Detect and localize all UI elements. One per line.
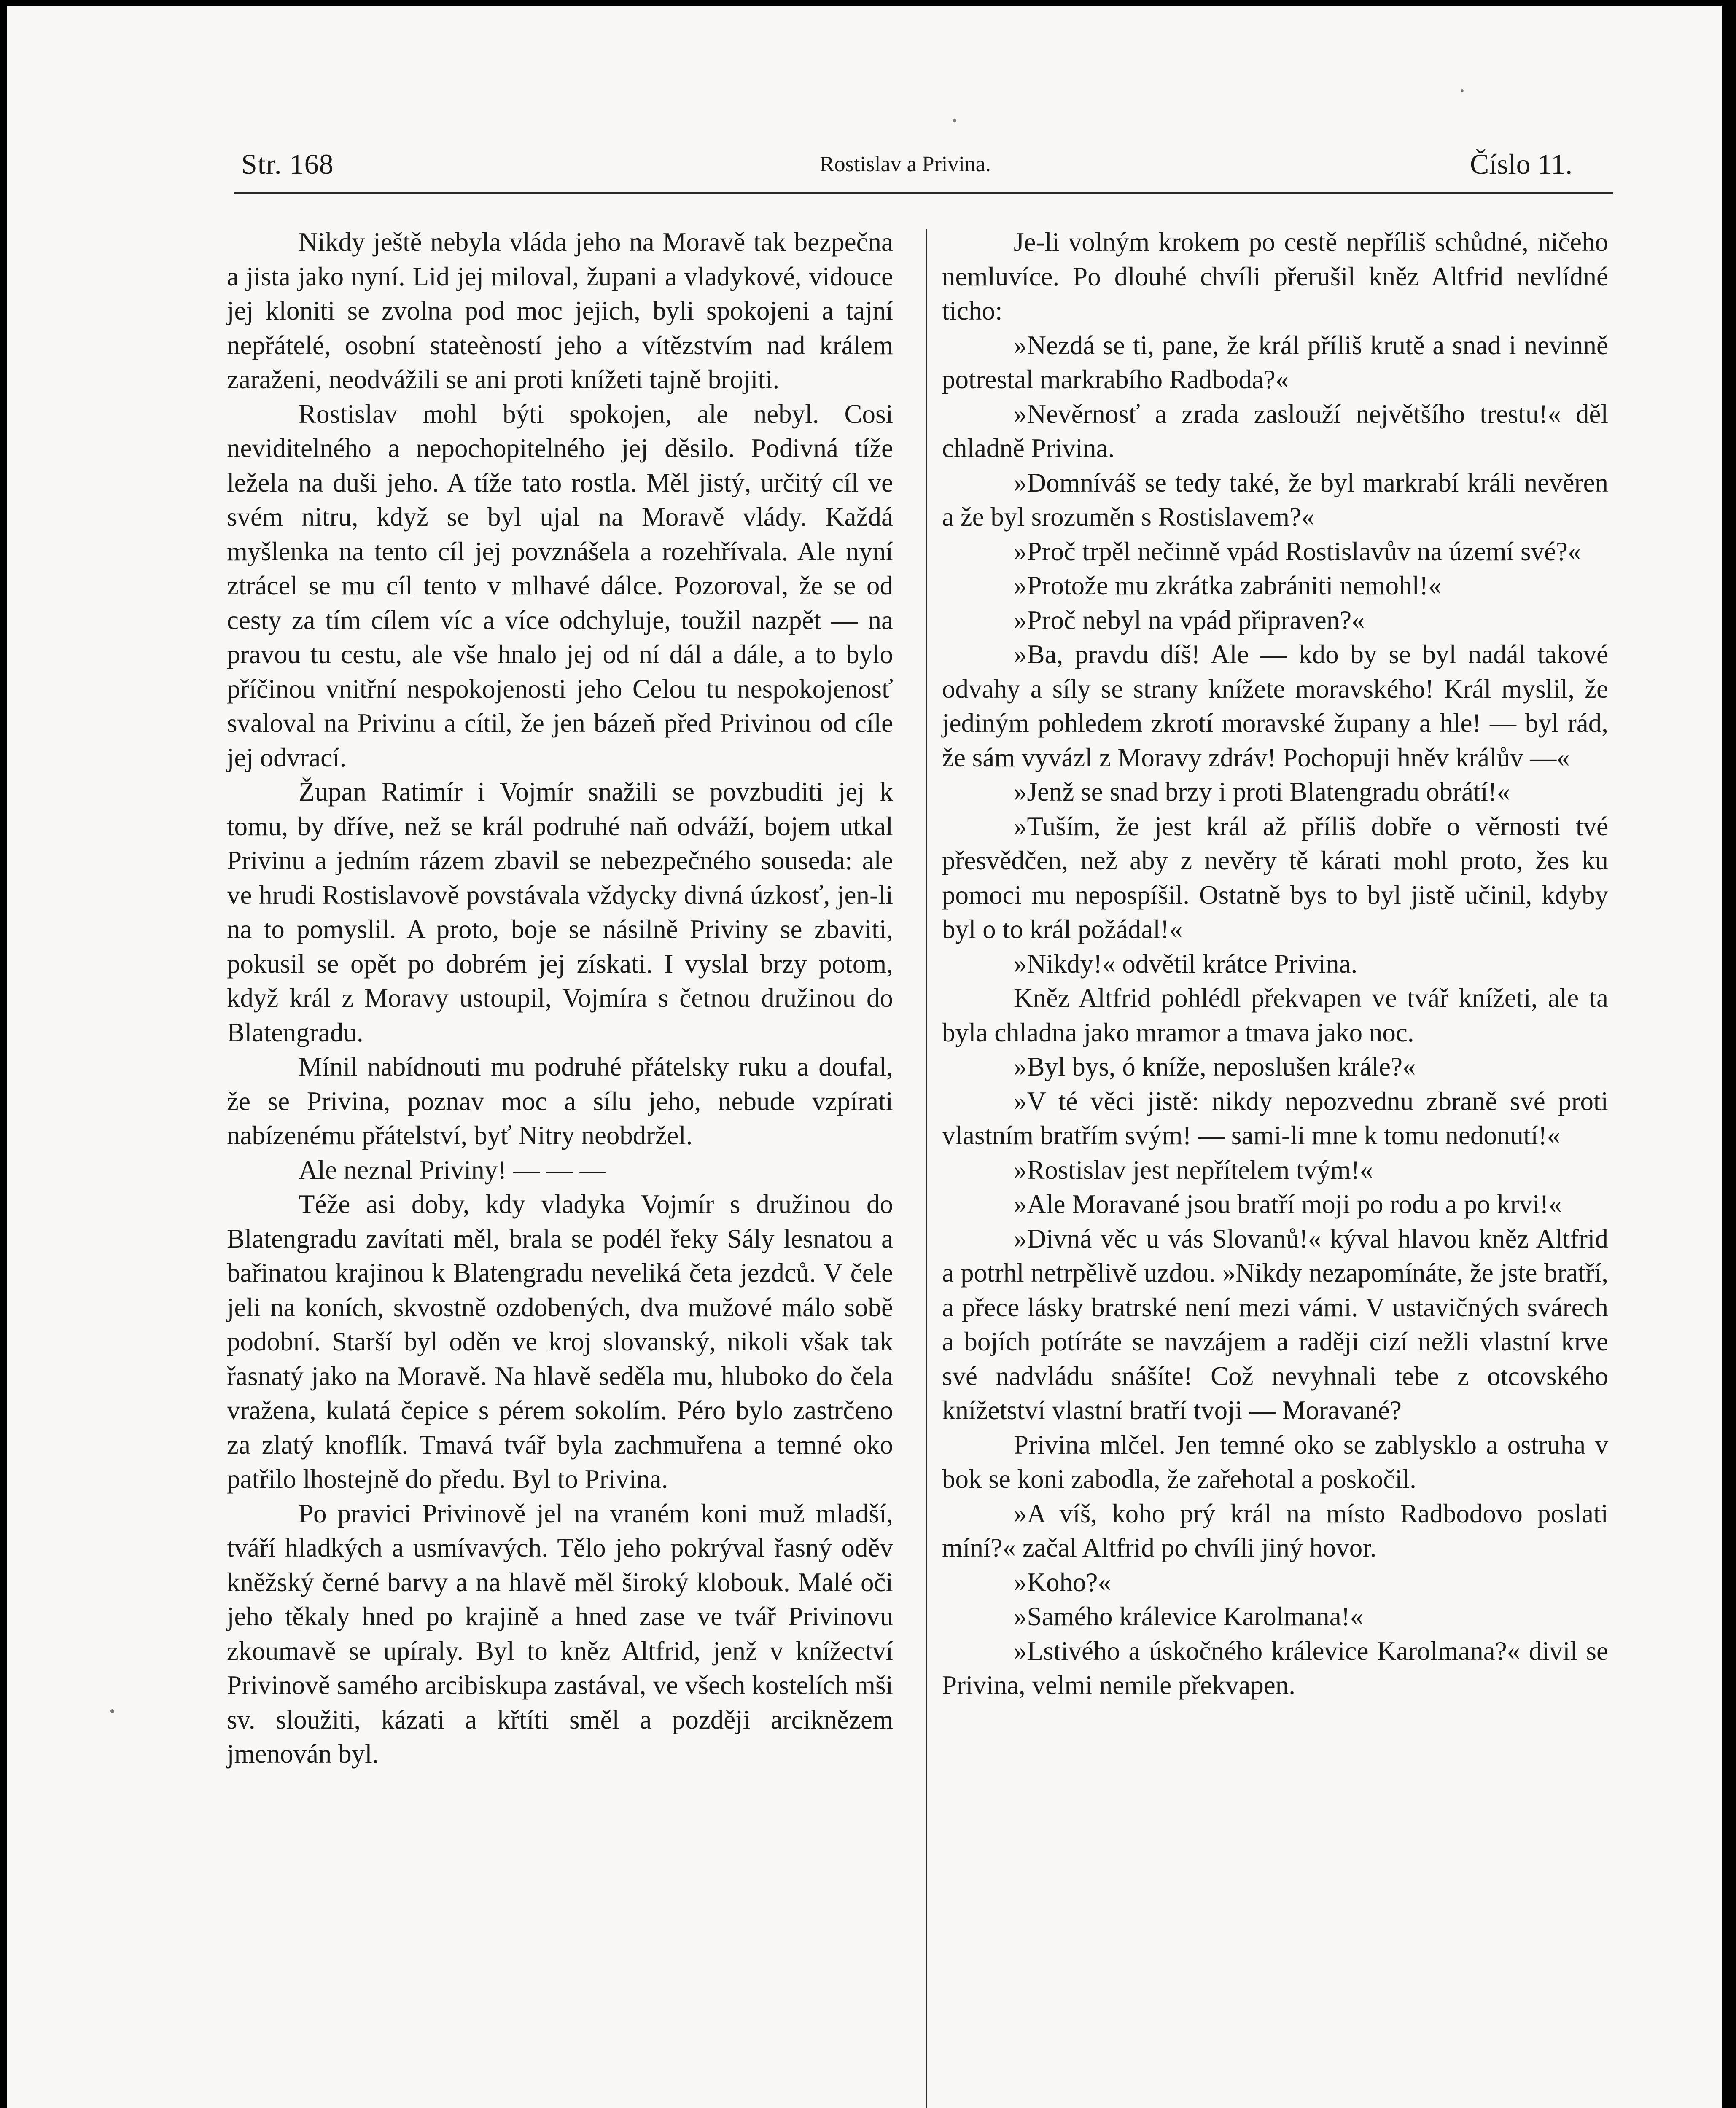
paragraph: »Divná věc u vás Slovanů!« kýval hlavou kněz Altfrid a potrhl netrpělivě uzdou. »Nikdy nezapomínáte, že jste bratří, a přece lásky bratrské není mezi vámi. V ustavičných svárech a bojích potíráte se navzájem a raději cizí nežli vlastní krve své nadvládu snášíte! Což nevyhnali tebe z otcovského knížetství vlastní bratří tvoji — Moravané? [942, 1223, 1608, 1425]
paragraph: »Ba, pravdu díš! Ale — kdo by se byl nadál takové odvahy a síly se strany knížete moravského! Král myslil, že jediným pohledem zkrotí moravské župany a hle! — byl rád, že sám vyvázl z Moravy zdráv! Pochopuji hněv králův —« [942, 640, 1608, 772]
paragraph: Mínil nabídnouti mu podruhé přátelsky ruku a doufal, že se Privina, poznav moc a sílu jeho, nebude vzpírati nabízenému přátelství, byť Nitry neobdržel. [227, 1052, 893, 1150]
paper-sheet [7, 6, 1722, 2108]
paragraph: Téže asi doby, kdy vladyka Vojmír s družinou do Blatengradu zavítati měl, brala se podél řeky Sály lesnatou a bařinatou krajinou k Blatengradu neveliká četa jezdců. V čele jeli na koních, skvostně ozdobených, dva mužové málo sobě podobní. Starší byl oděn ve kroj slovanský, nikoli však tak řasnatý jako na Moravě. Na hlavě seděla mu, hluboko do čela vražena, kulatá čepice s pérem sokolím. Péro bylo zastrčeno za zlatý knoflík. Tmavá tvář byla zachmuřena a temné oko patřilo lhostejně do předu. Byl to Privina. [227, 1189, 893, 1494]
paragraph: Nikdy ještě nebyla vláda jeho na Moravě tak bezpečna a jista jako nyní. Lid jej miloval, župani a vladykové, vidouce jej kloniti se zvolna pod moc jejich, byli spokojeni a tajní nepřátelé, osobní stateèností jeho a vítězstvím nad králem zaraženi, neodvážili se ani proti knížeti tajně brojiti. [227, 227, 893, 394]
paragraph: Privina mlčel. Jen temné oko se zablysklo a ostruha v bok se koni zabodla, že zařehotal a poskočil. [942, 1430, 1608, 1494]
paragraph: »Rostislav jest nepřítelem tvým!« [1014, 1155, 1373, 1185]
paragraph: »Ale Moravané jsou bratří moji po rodu a po krvi!« [1014, 1189, 1562, 1219]
paragraph: »Proč trpěl nečinně vpád Rostislavův na území své?« [1014, 536, 1581, 566]
paragraph: »Koho?« [1014, 1567, 1111, 1597]
paragraph: »Tuším, že jest král až příliš dobře o věrnosti tvé přesvědčen, než aby z nevěry tě kárati mohl proto, žes ku pomoci mu nepospíšil. Ostatně bys to byl jistě učinil, kdyby byl o to král požádal!« [942, 811, 1608, 944]
paragraph: Ale neznal Priviny! — — — [299, 1155, 606, 1185]
paragraph: »Nevěrnosť a zrada zaslouží největšího trestu!« děl chladně Privina. [942, 399, 1608, 463]
paragraph: »Jenž se snad brzy i proti Blatengradu obrátí!« [1014, 777, 1510, 807]
paragraph: Rostislav mohl býti spokojen, ale nebyl. Cosi neviditelného a nepochopitelného jej děsilo. Podivná tíže ležela na duši jeho. A tíže tato rostla. Měl jistý, určitý cíl ve svém nitru, když se byl ujal na Moravě vlády. Každá myšlenka na tento cíl jej povznášela a rozehřívala. Ale nyní ztrácel se mu cíl tento v mlhavé dálce. Pozoroval, že se od cesty za tím cílem víc a více odchyluje, toužil nazpět — na pravou tu cestu, ale vše hnalo jej od ní dál a dále, a to bylo příčinou vnitřní nespokojenosti jeho Celou tu nespokojenosť svaloval na Privinu a cítil, že jen bázeň před Privinou od cíle jej odvrací. [227, 399, 893, 772]
left-column [227, 225, 893, 1772]
running-title: Rostislav a Privina. [820, 152, 991, 176]
paragraph: »Byl bys, ó kníže, neposlušen krále?« [1014, 1052, 1416, 1081]
paragraph: »V té věci jistě: nikdy nepozvednu zbraně své proti vlastním bratřím svým! — sami-li mne k tomu nedonutí!« [942, 1086, 1608, 1150]
paragraph: Je-li volným krokem po cestě nepříliš schůdné, ničeho nemluvíce. Po dlouhé chvíli přerušil kněz Altfrid nevlídné ticho: [942, 227, 1608, 325]
paragraph: »Protože mu zkrátka zabrániti nemohl!« [1014, 571, 1442, 600]
page-number-label: Str. 168 [241, 148, 334, 180]
paragraph: »Domníváš se tedy také, že byl markrabí králi nevěren a že byl srozuměn s Rostislavem?« [942, 468, 1608, 532]
paragraph: »Lstivého a úskočného králevice Karolmana?« divil se Privina, velmi nemile překvapen. [942, 1636, 1608, 1700]
paragraph: Po pravici Privinově jel na vraném koni muž mladší, tváří hladkých a usmívavých. Tělo jeho pokrýval řasný oděv kněžský černé barvy a na hlavě měl široký klobouk. Malé oči jeho těkaly hned po krajině a hned zase ve tvář Privinovu zkoumavě se upíraly. Byl to kněz Altfrid, jenž v knížectví Privinově samého arcibiskupa zastával, ve všech kostelích mši sv. sloužiti, kázati a křtíti směl a později arciknězem jmenován byl. [227, 1498, 893, 1769]
paragraph: »A víš, koho prý král na místo Radbodovo poslati míní?« začal Altfrid po chvíli jiný hovor. [942, 1498, 1608, 1562]
paragraph: Župan Ratimír i Vojmír snažili se povzbuditi jej k tomu, by dříve, než se král podruhé naň odváží, bojem utkal Privinu a jedním rázem zbavil se nebezpečného souseda: ale ve hrudi Rostislavově povstávala vždycky divná úzkosť, jen-li na to pomyslil. A proto, boje se násilně Priviny se zbaviti, pokusil se opět po dobrém jej získati. I vyslal brzy potom, když král z Moravy ustoupil, Vojmíra s četnou družinou do Blatengradu. [227, 777, 893, 1047]
paper-speck [1461, 89, 1464, 92]
issue-number-label: Číslo 11. [1470, 148, 1573, 180]
paragraph: »Proč nebyl na vpád připraven?« [1014, 605, 1365, 635]
column-divider [926, 229, 927, 2108]
paper-speck [110, 1709, 114, 1713]
paragraph: »Nezdá se ti, pane, že král příliš krutě a snad i nevinně potrestal markrabího Radboda?« [942, 330, 1608, 394]
right-column [942, 225, 1608, 1703]
paragraph: Kněz Altfrid pohlédl překvapen ve tvář knížeti, ale ta byla chladna jako mramor a tmava jako noc. [942, 983, 1608, 1047]
header-rule [234, 192, 1613, 194]
paragraph: »Samého králevice Karolmana!« [1014, 1602, 1364, 1631]
paragraph: »Nikdy!« odvětil krátce Privina. [1014, 949, 1358, 979]
paper-speck [953, 119, 956, 122]
